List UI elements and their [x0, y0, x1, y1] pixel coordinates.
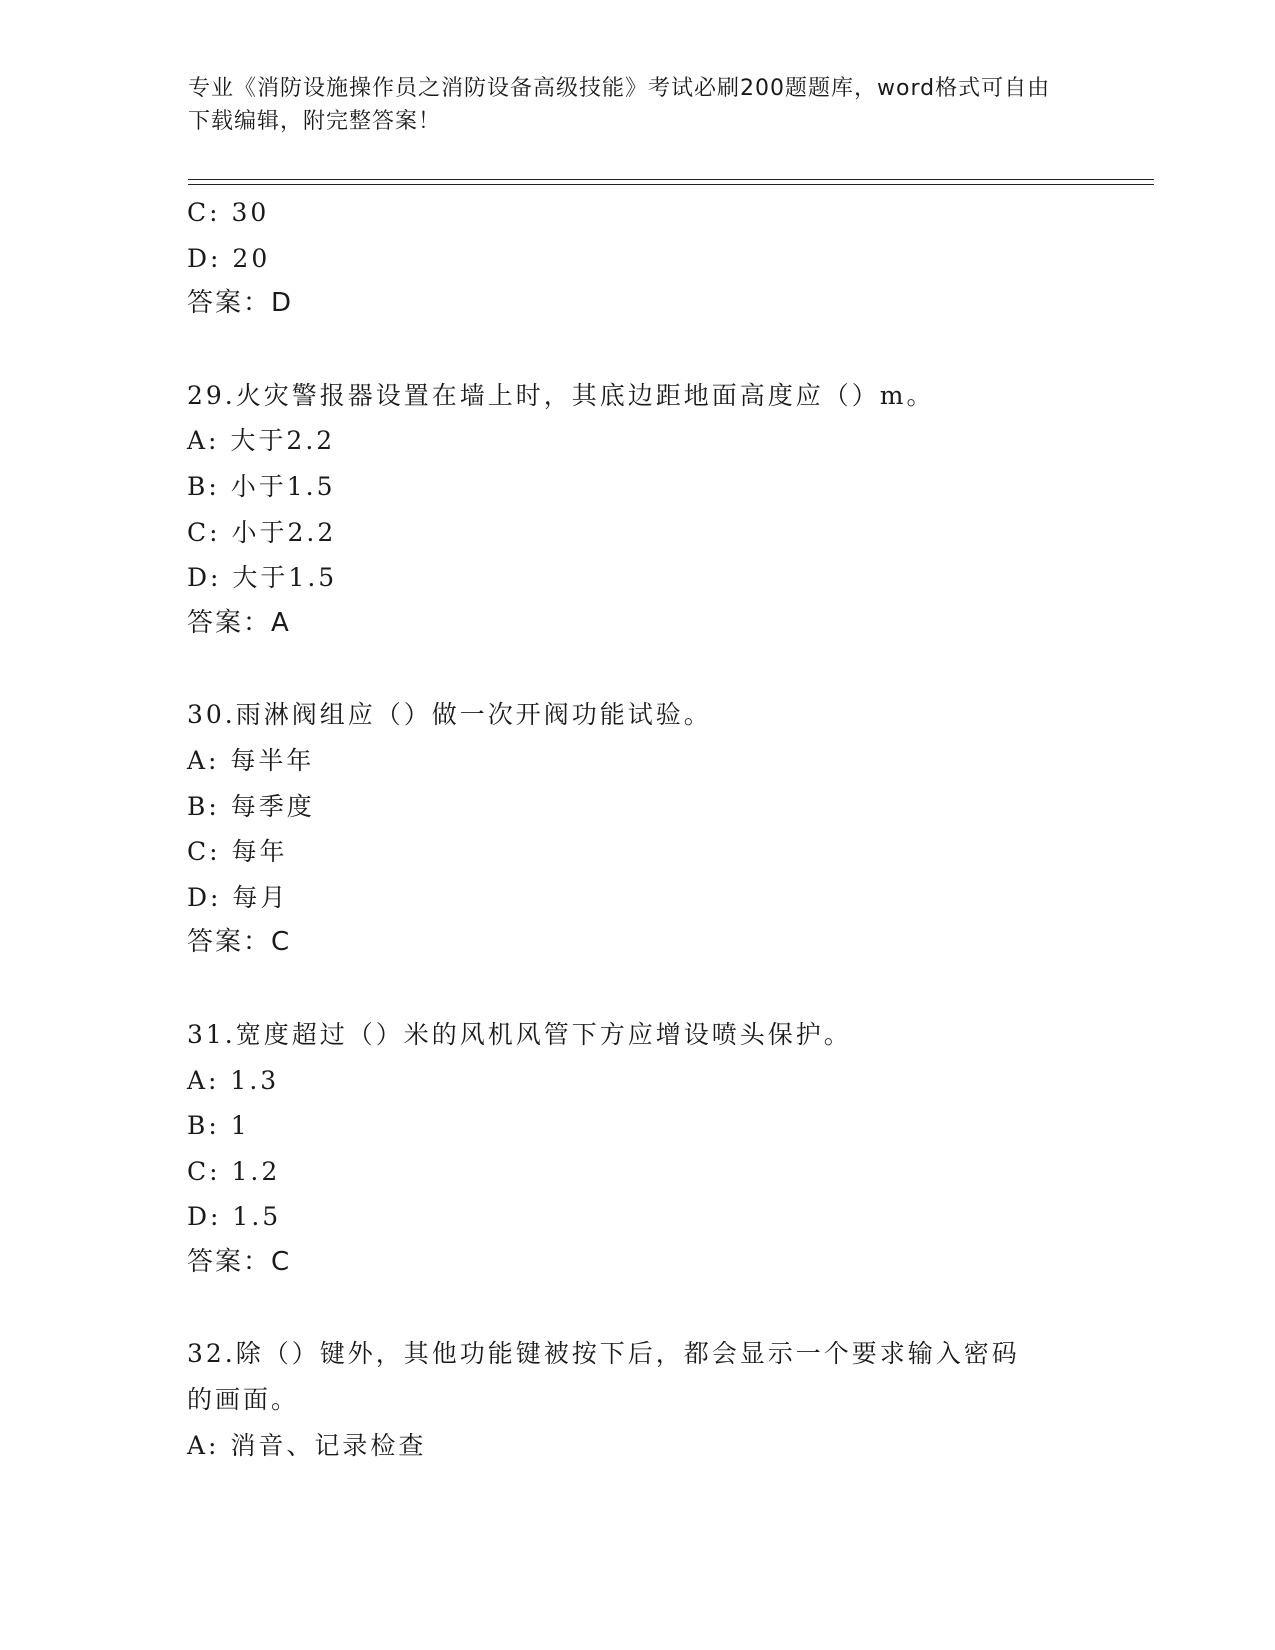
- option-a: A: 大于2.2: [187, 426, 336, 456]
- question-stem: 31.宽度超过（）米的风机风管下方应增设喷头保护。: [187, 1019, 852, 1049]
- option-a: A: 消音、记录检查: [187, 1430, 427, 1460]
- option-c: C: 每年: [187, 837, 288, 867]
- spacer: [187, 327, 1087, 373]
- question-30: [187, 692, 1087, 966]
- header-rule-bottom: [188, 184, 1154, 185]
- option-c: C: 30: [187, 198, 270, 227]
- spacer: [187, 966, 1087, 1012]
- option-d: D: 1.5: [187, 1202, 282, 1232]
- option-b: B: 小于1.5: [187, 471, 336, 501]
- spacer: [187, 1285, 1087, 1331]
- option-d: D: 20: [187, 243, 271, 273]
- question-stem: 32.除（）键外，其他功能键被按下后，都会显示一个要求输入密码的画面。: [187, 1339, 1020, 1415]
- document-header: 专业《消防设施操作员之消防设备高级技能》考试必刷200题题库，word格式可自由下载编辑，附完整答案！: [188, 76, 1051, 134]
- answer-line: 答案：C: [187, 927, 292, 958]
- option-d: D: 大于1.5: [187, 563, 338, 593]
- header-rule-top: [188, 179, 1154, 180]
- answer-line: 答案：A: [187, 607, 291, 638]
- option-d: D: 每月: [187, 882, 289, 912]
- option-b: B: 每季度: [187, 791, 315, 821]
- question-29: [187, 373, 1087, 647]
- question-32: [187, 1331, 1087, 1468]
- carryover-block: [187, 190, 1087, 327]
- option-b: B: 1: [187, 1111, 250, 1141]
- question-stem: 29.火灾警报器设置在墙上时，其底边距地面高度应（）m。: [187, 380, 935, 410]
- option-a: A: 每半年: [187, 745, 315, 775]
- spacer: [187, 646, 1087, 692]
- question-stem: 30.雨淋阀组应（）做一次开阀功能试验。: [187, 700, 712, 730]
- question-31: [187, 1012, 1087, 1286]
- answer-line: 答案：C: [187, 1246, 292, 1277]
- question-list: [187, 190, 1087, 1468]
- option-c: C: 1.2: [187, 1156, 281, 1186]
- option-a: A: 1.3: [187, 1065, 280, 1095]
- answer-line: 答案：D: [187, 288, 294, 319]
- option-c: C: 小于2.2: [187, 517, 337, 547]
